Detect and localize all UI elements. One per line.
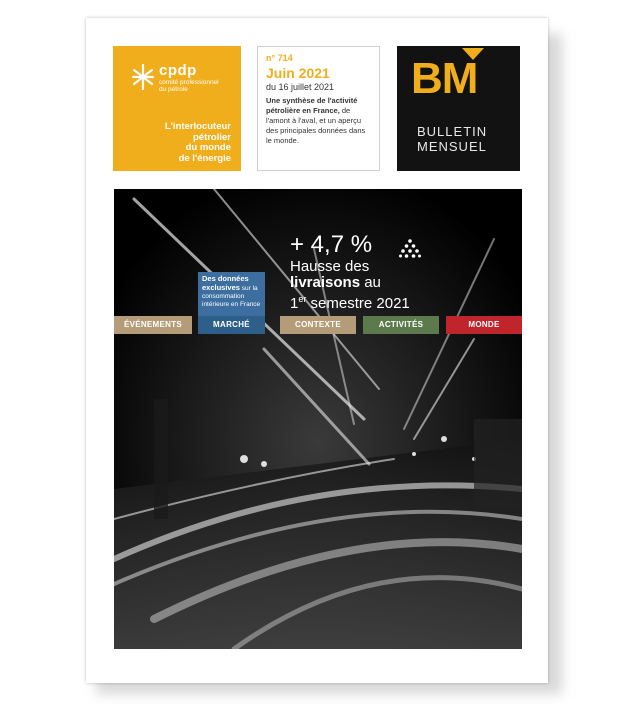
issue-date: du 16 juillet 2021 <box>266 82 335 92</box>
issue-desc-rest: de l'amont à l'aval, et un aperçu des principales données dans le monde. <box>266 106 366 145</box>
category-monde[interactable]: MONDE <box>446 316 522 334</box>
headline-line1: Hausse des <box>290 258 370 275</box>
headline-line2 <box>290 275 410 291</box>
exclusive-bold: Des données exclusives <box>202 274 249 292</box>
dot-triangle-icon <box>399 238 421 258</box>
bulletin-block <box>397 46 520 171</box>
cpdp-tagline <box>113 122 231 164</box>
category-activites[interactable]: ACTIVITÉS <box>363 316 439 334</box>
cpdp-block <box>113 46 241 171</box>
headline-line3-sup: er <box>298 294 307 304</box>
headline-line2-rest: au <box>360 274 381 291</box>
category-bar <box>114 316 522 334</box>
tagline-line: pétrolier <box>192 131 231 143</box>
exclusive-rest: sur la consommation intérieure en France <box>202 285 261 308</box>
cpdp-logo-icon <box>131 62 155 92</box>
bulletin-title <box>417 124 487 154</box>
headline-percent: + 4,7 % <box>290 231 373 258</box>
tagline-line: de l'énergie <box>178 152 231 164</box>
tagline-line: du monde <box>185 142 231 153</box>
headline <box>290 231 410 312</box>
cpdp-brand: cpdp <box>159 62 197 79</box>
issue-month: Juin 2021 <box>266 65 330 81</box>
bulletin-title-line2: MENSUEL <box>417 139 487 154</box>
category-marche[interactable]: MARCHÉ <box>198 316 265 334</box>
headline-line3 <box>290 291 410 312</box>
issue-info <box>257 46 380 171</box>
cpdp-brand-sub: comité professionnel du pétrole <box>159 79 219 93</box>
issue-description <box>266 96 371 146</box>
exclusive-data-box <box>198 272 265 318</box>
bulletin-title-line1: BULLETIN <box>417 124 488 139</box>
issue-desc-bold: Une synthèse de l'activité pétrolière en France, <box>266 96 358 115</box>
bm-logo: BM <box>411 54 478 103</box>
headline-line3-pre: 1 <box>290 295 299 312</box>
headline-line2-bold: livraisons <box>290 274 361 291</box>
category-contexte[interactable]: CONTEXTE <box>280 316 356 334</box>
issue-number: n° 714 <box>266 53 293 63</box>
headline-line3-rest: semestre 2021 <box>306 295 410 312</box>
tagline-line: L'interlocuteur <box>164 121 231 132</box>
category-evenements[interactable]: ÉVÉNEMENTS <box>114 316 192 334</box>
